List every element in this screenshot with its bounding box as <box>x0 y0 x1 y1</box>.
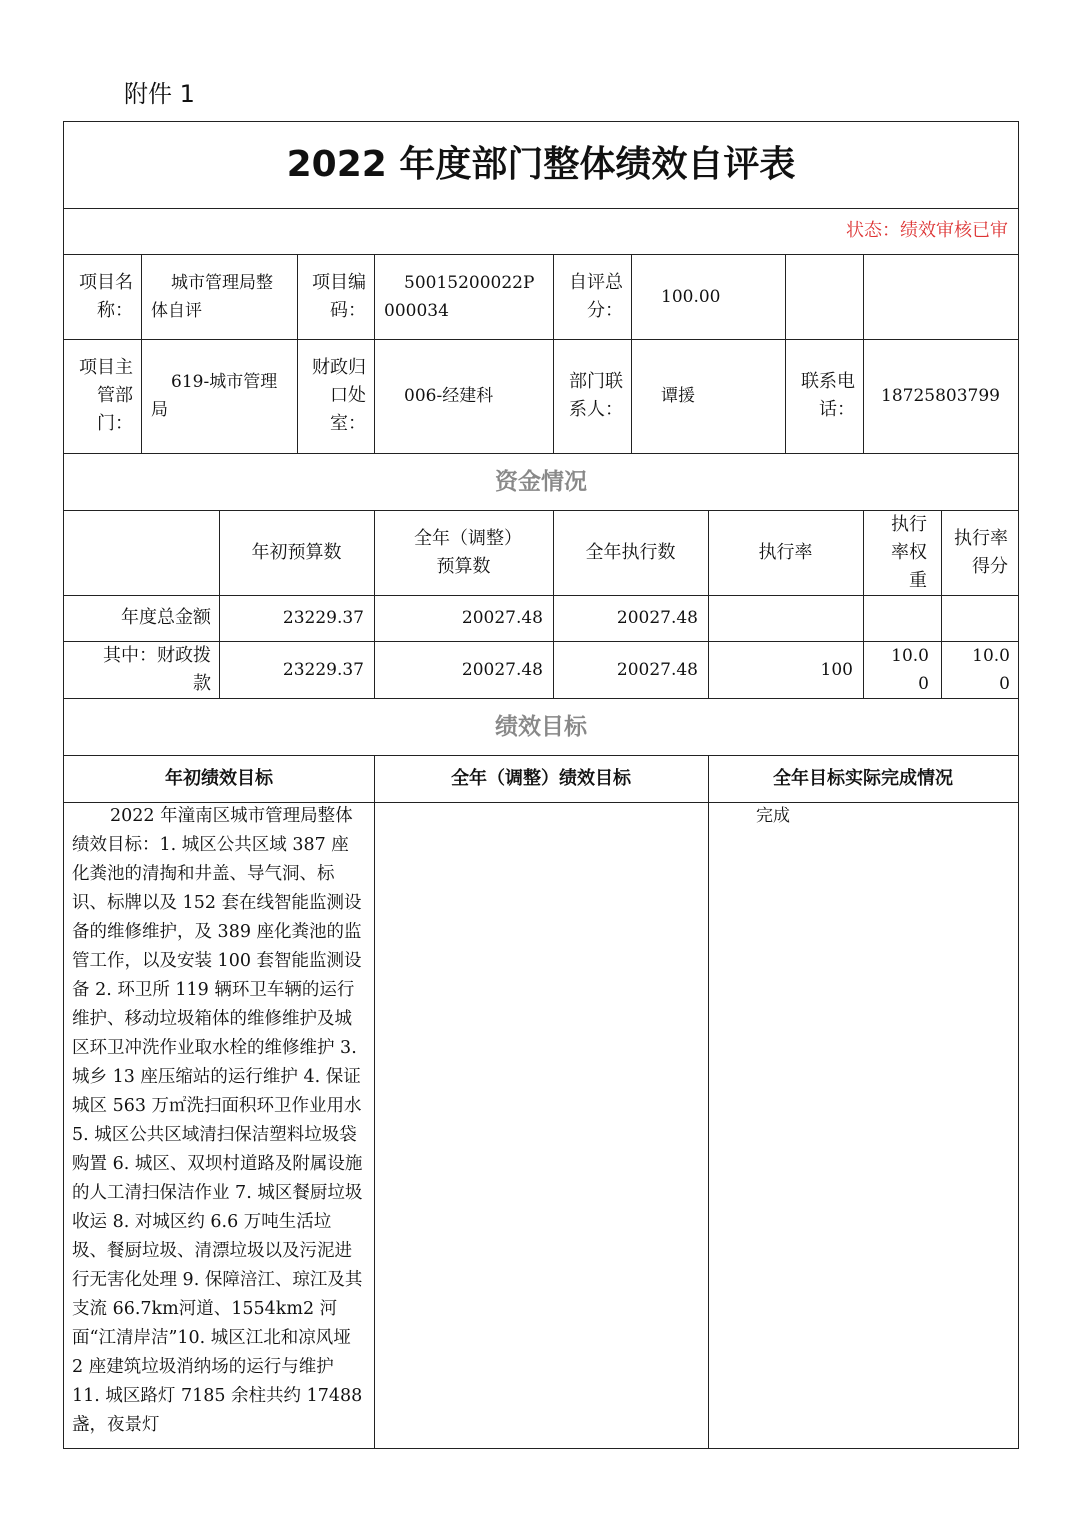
project-name-label: 项目名称： <box>79 271 133 321</box>
contact-label: 部门联系人： <box>569 371 623 420</box>
funds-header-rate: 执行率 <box>758 541 813 563</box>
funds-row-rate: 100 <box>820 659 853 680</box>
funds-header-budget: 年初预算数 <box>251 541 342 563</box>
funds-header-executed: 全年执行数 <box>585 541 676 563</box>
completion-text: 完成 <box>756 806 790 826</box>
status-badge: 状态：绩效审核已审 <box>846 220 1008 241</box>
funds-row-score: 10.00 <box>972 645 1010 694</box>
funds-header-weight: 执行率权重 <box>891 513 927 591</box>
dept-value: 619-城市管理局 <box>151 372 278 420</box>
project-name-value: 城市管理局整体自评 <box>151 272 273 321</box>
phone-label: 联系电话： <box>801 371 855 420</box>
project-code-label: 项目编码： <box>312 271 366 321</box>
finance-office-label: 财政归口处室： <box>312 357 366 434</box>
targets-header-adjusted: 全年（调整）绩效目标 <box>451 767 631 789</box>
funds-row-weight: 10.00 <box>891 645 929 694</box>
funds-header-adjusted: 全年（调整）预算数 <box>414 527 513 577</box>
funds-row-budget: 23229.37 <box>282 659 364 680</box>
targets-header-initial: 年初绩效目标 <box>165 767 273 789</box>
funds-row-executed: 20027.48 <box>616 608 698 628</box>
funds-row-label: 年度总金额 <box>121 607 211 628</box>
funds-row-adjusted: 20027.48 <box>461 608 543 628</box>
self-score-label: 自评总分： <box>569 271 623 321</box>
funds-header-score: 执行率得分 <box>954 527 1008 577</box>
finance-office-value: 006-经建科 <box>404 386 494 406</box>
targets-section-title: 绩效目标 <box>495 713 587 740</box>
funds-section-title: 资金情况 <box>495 468 587 495</box>
contact-value: 谭援 <box>661 386 695 406</box>
initial-goal-text: 2022 年潼南区城市管理局整体绩效目标：1. 城区公共区域 387 座化粪池的清掏和井盖、导气洞、标识、标牌以及 152 套在线智能监测设备的维修维护，及 389 座化粪池的监管工作，以及安装 100 套智能监测设备 2. 环卫所 119 辆环卫车辆的运行维护、移动垃圾箱体的维修维护及城区环卫冲洗作业取水栓的维修维护 3. 城乡 13 座压缩站的运行维护 4. 保证城区 563 万㎡洗扫面积环卫作业用水 5. 城区公共区域清扫保洁塑料垃圾袋购置 6. 城区、双坝村道路及附属设施的人工清扫保洁作业 7. 城区餐厨垃圾收运 8. 对城区约 6.6 万吨生活垃圾、餐厨垃圾、清漂垃圾以及污泥进行无害化处理 9. 保障涪江、琼江及其支流 66.7km河道、1554km2 河面“江清岸洁”10. 城区江北和凉风垭 2 座建筑垃圾消纳场的运行与维护 11. 城区路灯 7185 余柱共约 17488 盏，夜景灯 <box>72 806 363 1435</box>
adjusted-goal-text <box>374 802 708 1449</box>
funds-row-adjusted: 20027.48 <box>461 659 543 680</box>
attachment-label: 附件 1 <box>124 80 195 108</box>
funds-row-label: 其中：财政拨款 <box>103 644 211 694</box>
evaluation-table <box>63 121 1019 1449</box>
funds-row-budget: 23229.37 <box>282 608 364 628</box>
dept-label: 项目主管部门： <box>79 357 133 434</box>
funds-row-executed: 20027.48 <box>616 659 698 680</box>
page-title: 2022 年度部门整体绩效自评表 <box>286 144 796 185</box>
self-score-value: 100.00 <box>661 286 721 307</box>
project-code-value: 50015200022P000034 <box>384 272 535 321</box>
targets-header-completion: 全年目标实际完成情况 <box>773 767 953 789</box>
phone-value: 18725803799 <box>881 386 1000 406</box>
